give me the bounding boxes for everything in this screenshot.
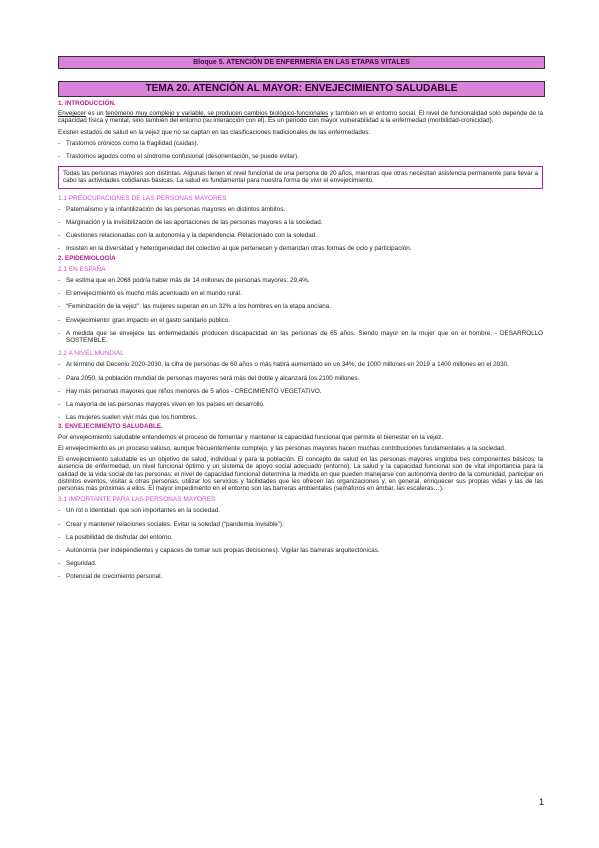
term-envejecer: Envejecer <box>58 110 87 118</box>
list-item: - Para 2050, la población mundial de personas mayores será más del doble y alcanzará los 2100 millones. <box>58 375 543 382</box>
list-item: - Insisten en la diversidad y heterogeneidad del colectivo al que pertenecen y demandan otras formas de ocio y participación. <box>58 245 543 252</box>
section-heading-introduction: 1. INTRODUCCIÓN. <box>58 100 116 107</box>
spain-list <box>58 277 543 344</box>
list-item: - Marginación y la invisibilización de las aportaciones de las personas mayores a la sociedad. <box>58 219 543 226</box>
list-item: - Trastornos crónicos como la fragilidad (caídas). <box>58 140 543 147</box>
intro-paragraph <box>58 110 543 124</box>
list-item: - Se estima que en 2068 podría haber más de 14 millones de personas mayores: 29,4%. <box>58 277 543 284</box>
section-heading-epidemiology: 2. EPIDEMIOLOGÍA <box>58 254 116 262</box>
list-item: - Paternalismo y la infantilización de las personas mayores en distintos ámbitos. <box>58 206 543 213</box>
healthy-aging-paragraph-2: El envejecimiento es un proceso valioso, aunque frecuentemente complejo, y las personas mayores hacen muchas contribuciones fundamentales a la sociedad. <box>58 444 506 452</box>
list-item: - Trastornos agudos como el síndrome confusional (desorientación, se puede evitar). <box>58 153 543 160</box>
subsection-heading-spain: 2.1 EN ESPAÑA <box>58 265 106 273</box>
list-item: - “Feminización de la vejez”: las mujeres superan en un 32% a los hombres en la etapa anciana. <box>58 303 543 310</box>
list-item: - Cuestiones relacionadas con la autonomía y la dependencia. Relacionado con la soledad. <box>58 232 543 239</box>
block-banner: Bloque 5. ATENCIÓN DE ENFERMERÍA EN LAS ETAPAS VITALES <box>58 56 545 69</box>
subsection-heading-concerns: 1.1 PREOCUPACIONES DE LAS PERSONAS MAYORES <box>58 194 227 202</box>
highlight-text: Todas las personas mayores son distintas. Algunas tienen el nivel funcional de una persona de 20 años, mientras que otras necesitan asistencia permanente para llevar a cabo las actividades cotidianas básicas. La salud es fundamental para nuestra forma de vivir el envejecimiento. <box>63 170 538 185</box>
list-item: - Autonomía (ser independientes y capaces de tomar sus propias decisiones). Vigilar las barreras arquitectónicas. <box>58 547 543 554</box>
health-states-list <box>58 140 543 160</box>
document-body <box>58 100 543 587</box>
list-item: - La mayoría de las personas mayores viven en los países en desarrollo. <box>58 401 543 408</box>
list-item: - Un rol o identidad: que son importantes en la sociedad. <box>58 507 543 514</box>
list-item: - A medida que se envejece las enfermedades producen discapacidad en las personas de 65 años. Siendo mayor en la mujer que en el hombre. - DESARROLLO SOSTENIBLE. <box>58 330 543 344</box>
list-item: - Al término del Decenio 2020-2030, la cifra de personas de 60 años o más habrá aumentado en un 34%, de 1000 millones en 2019 a 1400 millones en el 2030. <box>58 361 543 368</box>
list-item: - Potencial de crecimiento personal. <box>58 573 543 580</box>
subsection-heading-world: 2.2 A NIVEL MUNDIAL <box>58 350 124 358</box>
list-item: - Las mujeres suelen vivir más que los hombres. <box>58 414 543 421</box>
list-item: - Envejecimiento: gran impacto en el gasto sanitario público. <box>58 317 543 324</box>
section-heading-healthy-aging: 3. ENVEJECIMIENTO SALUDABLE. <box>58 423 163 431</box>
concerns-list <box>58 206 543 253</box>
page-number: 1 <box>538 797 544 807</box>
world-list <box>58 361 543 421</box>
important-list <box>58 507 543 580</box>
list-item: - Crear y mantener relaciones sociales. Evitar la soledad (“pandemia invisible”). <box>58 521 543 528</box>
health-states-paragraph: Existen estados de salud en la vejez que no se captan en las clasificaciones tradicionales de las enfermedades: <box>58 128 371 136</box>
healthy-aging-paragraph-3: El envejecimiento saludable es un objetivo de salud, individual y para la población. El concepto de salud en las personas mayores engloba tres componentes básicos: la ausencia de enfermedad, un nivel funcional óptimo y un sistema de apoyo social adecuado (entorno). La salud y la capacidad funcional son de vital importancia para la calidad de la vida social de las personas: el nivel de capacidad funcional determina la medida en que pueden manejarse con autonomía dentro de la comunidad, participar en distintos eventos, visitar a otras personas, utilizar los servicios y facilidades que les ofrecen las organizaciones y, en general, enriquecer sus propias vidas y las de las personas más próximas a ellos. El mayor impedimento en el entorno son las barreras ambientales (semáforos en ámbar, las escaleras…). <box>58 456 543 492</box>
list-item: - Hay más personas mayores que niños menores de 5 años - CRECIMIENTO VEGETATIVO. <box>58 388 543 395</box>
list-item: - La posibilidad de disfrutar del entorno. <box>58 534 543 541</box>
list-item: - El envejecimiento es mucho más acentuado en el mundo rural. <box>58 290 543 297</box>
intro-underlined: fenómeno muy complejo y variable, se producen cambios biológico-funcionales <box>105 110 329 118</box>
list-item: - Seguridad. <box>58 560 543 567</box>
highlight-box <box>58 166 543 188</box>
intro-text-mid: es un <box>86 110 106 118</box>
topic-title: TEMA 20. ATENCIÓN AL MAYOR: ENVEJECIMIENTO SALUDABLE <box>58 81 545 97</box>
subsection-heading-important: 3.1 IMPORTANTE PARA LAS PERSONAS MAYORES <box>58 496 216 504</box>
healthy-aging-paragraph-1: Por envejecimiento saludable entendemos el proceso de fomentar y mantener la capacidad funcional que permite el bienestar en la vejez. <box>58 433 444 441</box>
intro-text-rest: y también en el entorno social. El nivel de funcionalidad solo depende de la capacidad física y mental, sino también del entorno (su interacción con el). Es un periodo con mayor vulnerabilidad a la enfermedad (morbilidad-cronicidad). <box>58 110 543 125</box>
